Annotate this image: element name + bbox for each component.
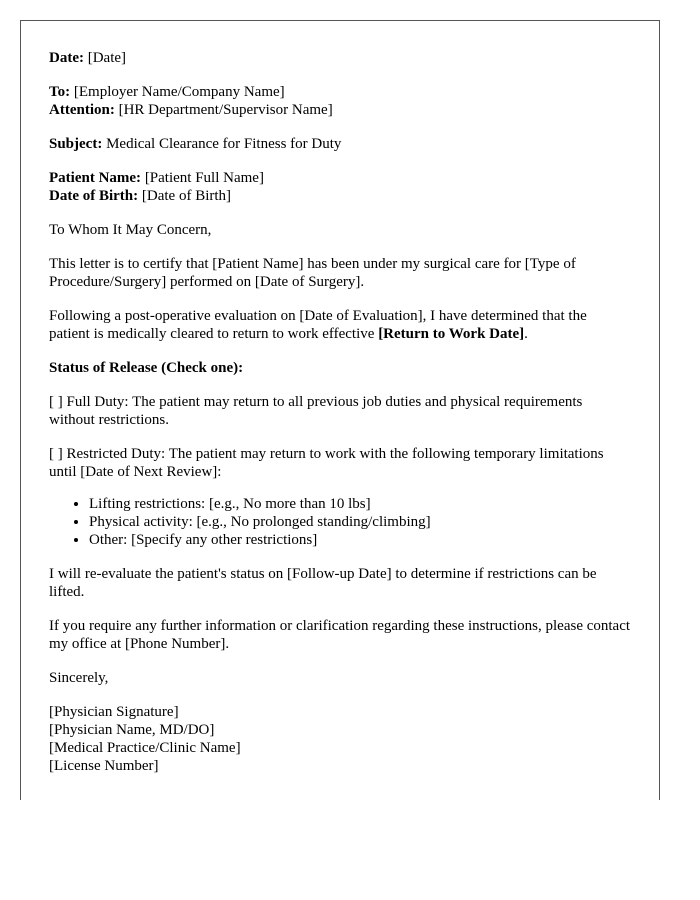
subject-value: Medical Clearance for Fitness for Duty <box>106 136 342 152</box>
salutation: To Whom It May Concern, <box>49 222 212 238</box>
patient-info-block <box>49 169 631 205</box>
attention-value: [HR Department/Supervisor Name] <box>118 102 333 118</box>
sign-off: Sincerely, <box>49 670 109 686</box>
physician-signature: [Physician Signature] <box>49 704 179 720</box>
status-heading <box>49 359 631 377</box>
list-item: • Lifting restrictions: [e.g., No more than 10 lbs] <box>89 495 631 513</box>
evaluation-paragraph <box>49 307 631 343</box>
restricted-duty-option: [ ] Restricted Duty: The patient may return to work with the following temporary limitations until [Date of Next Review]: <box>49 446 604 480</box>
attention-label: Attention: <box>49 102 115 118</box>
dob-value: [Date of Birth] <box>141 188 232 204</box>
patient-name-label: Patient Name: <box>49 170 142 186</box>
dob-line <box>49 187 631 205</box>
attention-line <box>49 101 631 119</box>
letter-page <box>20 20 660 800</box>
evaluation-text: Following a post-operative evaluation on [Date of Evaluation], I have determined that the patient is medically cleared to return to work effective <box>49 308 587 342</box>
full-duty-option: [ ] Full Duty: The patient may return to all previous job duties and physical requirements without restrictions. <box>49 394 583 428</box>
restrictions-list <box>49 495 631 549</box>
date-line <box>49 49 631 67</box>
list-item: • Physical activity: [e.g., No prolonged standing/climbing] <box>89 513 631 531</box>
return-to-work-date: [Return to Work Date] <box>378 326 525 342</box>
recipient-block <box>49 83 631 119</box>
list-item: • Other: [Specify any other restrictions] <box>89 531 631 549</box>
patient-name-value: [Patient Full Name] <box>144 170 264 186</box>
to-label: To: <box>49 84 71 100</box>
to-value: [Employer Name/Company Name] <box>73 84 285 100</box>
date-label: Date: <box>49 50 84 66</box>
license-number: [License Number] <box>49 758 159 774</box>
certify-paragraph: This letter is to certify that [Patient Name] has been under my surgical care for [Type of Procedure/Surgery] performed on [Date of Surgery]. <box>49 256 576 290</box>
subject-line <box>49 135 631 153</box>
signature-block <box>49 703 631 775</box>
subject-label: Subject: <box>49 136 103 152</box>
practice-name: [Medical Practice/Clinic Name] <box>49 740 241 756</box>
to-line <box>49 83 631 101</box>
physician-name: [Physician Name, MD/DO] <box>49 722 215 738</box>
dob-label: Date of Birth: <box>49 188 139 204</box>
reevaluate-paragraph: I will re-evaluate the patient's status on [Follow-up Date] to determine if restrictions can be lifted. <box>49 566 597 600</box>
status-heading-text: Status of Release (Check one): <box>49 360 244 376</box>
patient-name-line <box>49 169 631 187</box>
date-value: [Date] <box>87 50 127 66</box>
contact-paragraph: If you require any further information or clarification regarding these instructions, please contact my office at [Phone Number]. <box>49 618 631 652</box>
evaluation-end: . <box>524 326 528 342</box>
